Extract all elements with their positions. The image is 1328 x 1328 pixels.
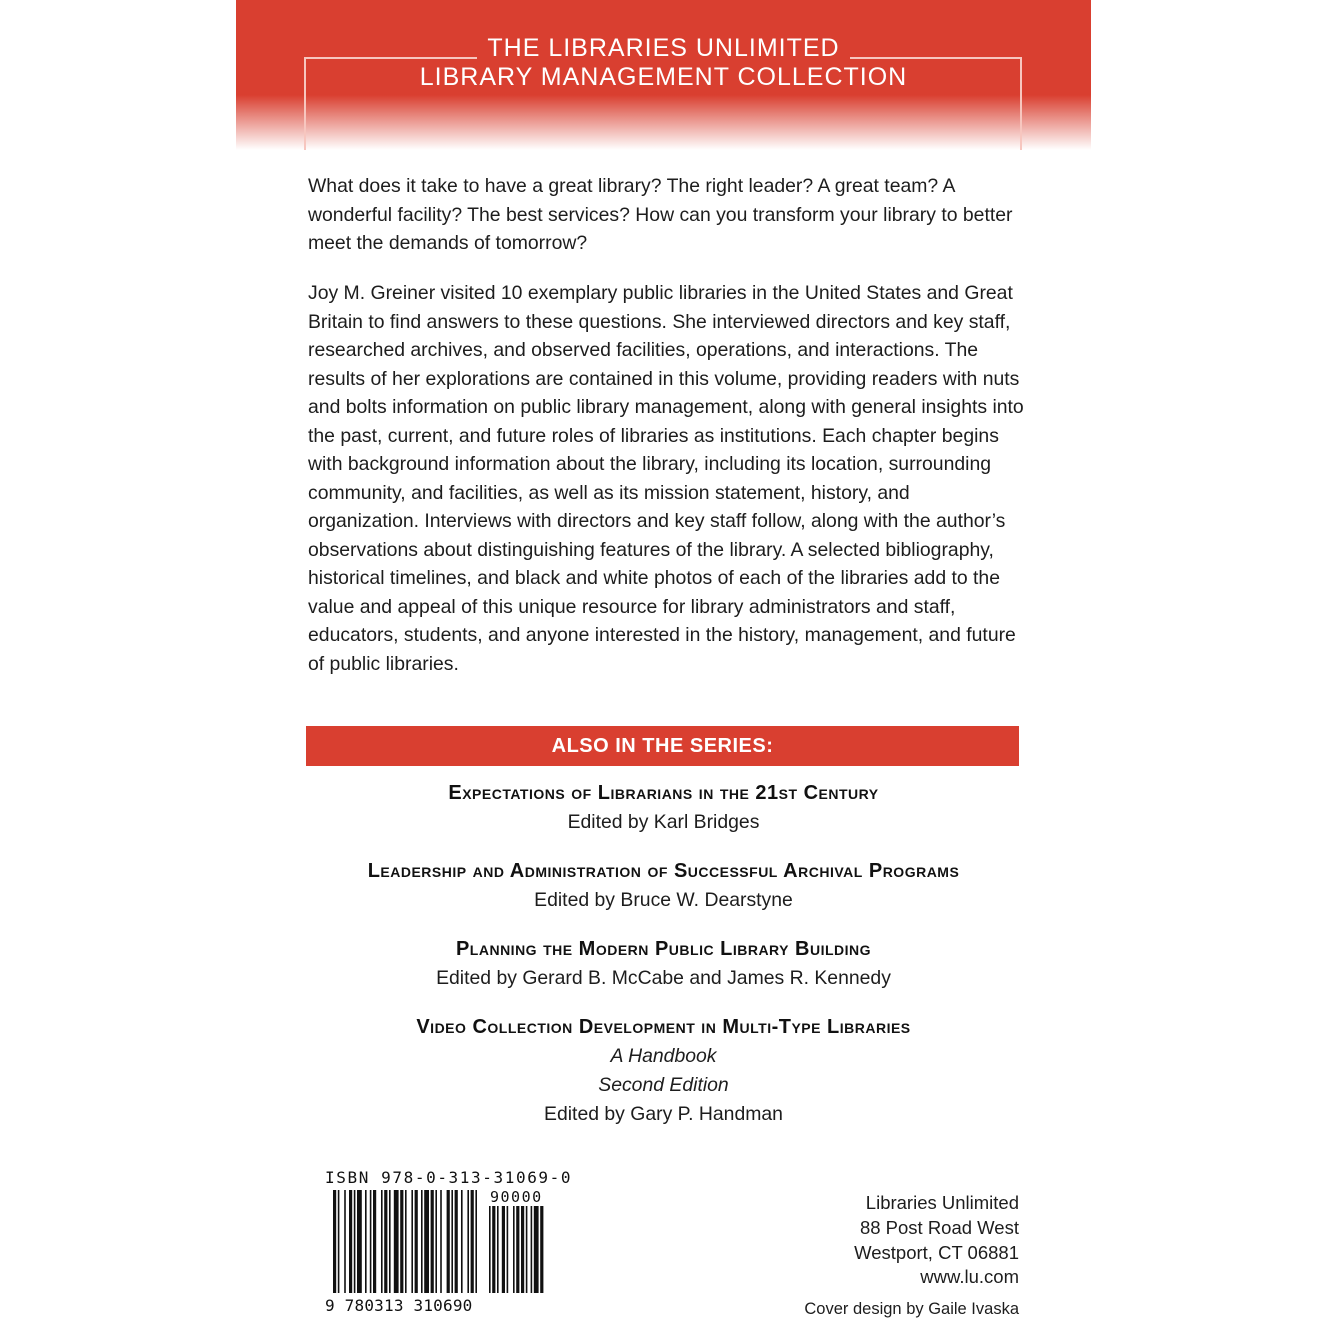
barcode-bar (357, 1190, 362, 1293)
barcode-bar (389, 1190, 391, 1293)
price-code: 90000 (490, 1188, 543, 1206)
barcode-bar (384, 1190, 387, 1293)
book-subtitle: A Handbook (610, 1045, 717, 1067)
barcode-bar (440, 1190, 442, 1293)
series-book-1 (256, 779, 1071, 837)
barcode-bar (471, 1190, 474, 1293)
back-cover (236, 0, 1091, 1328)
series-title-line-2-text: LIBRARY MANAGEMENT COLLECTION (410, 63, 917, 91)
barcode-bar (531, 1206, 533, 1293)
publisher-name: Libraries Unlimited (865, 1192, 1019, 1213)
barcode-bar (338, 1190, 340, 1293)
barcode-bar (370, 1190, 372, 1293)
barcode-bar (431, 1190, 434, 1293)
barcode-bar (461, 1190, 463, 1293)
series-title-line-1 (236, 34, 1091, 63)
barcode-bar (365, 1190, 367, 1293)
barcode-bar (467, 1190, 469, 1293)
series-title-line-1-text: THE LIBRARIES UNLIMITED (477, 34, 849, 62)
book-editor: Edited by Bruce W. Dearstyne (534, 889, 793, 911)
barcode-bar (521, 1206, 524, 1293)
series-book-3 (256, 935, 1071, 993)
barcode-bar (400, 1190, 403, 1293)
blurb-paragraph-1: What does it take to have a great library? The right leader? A great team? A wonderful facility? The best services? How can you transform your library to better meet the demands of tomorrow? (308, 175, 1013, 254)
barcode-bar (415, 1190, 418, 1293)
barcode-bar (497, 1206, 499, 1293)
barcode-bar (344, 1190, 346, 1293)
isbn-text: ISBN 978-0-313-31069-0 (325, 1168, 573, 1187)
barcode-bar (405, 1190, 407, 1293)
blurb-paragraph-2: Joy M. Greiner visited 10 exemplary public libraries in the United States and Great Britain to find answers to these questions. She interviewed directors and key staff, researched archives, and observed facilities, operations, and interactions. The results of her explorations are contained in this volume, providing readers with nuts and bolts information on public library management, along with general insights into the past, current, and future roles of libraries as institutions. Each chapter begins with background information about the library, including its location, surrounding community, and facilities, as well as its mission statement, history, and organization. Interviews with directors and key staff follow, along with the author’s observations about distinguishing features of the library. A selected bibliography, historical timelines, and black and white photos of each of the libraries add to the value and appeal of this unique resource for library administrators and staff, educators, students, and anyone interested in the history, management, and future of public libraries. (308, 282, 1024, 675)
barcode-bar (540, 1206, 543, 1293)
barcode-bar (435, 1190, 437, 1293)
barcode-bar (475, 1190, 477, 1293)
book-title: Video Collection Development in Multi-Type Libraries (416, 1016, 911, 1038)
barcode-bar (424, 1190, 429, 1293)
barcode-bar (526, 1206, 528, 1293)
barcode-bar (421, 1190, 423, 1293)
publisher-address (854, 1191, 1019, 1290)
barcode-bar (354, 1190, 356, 1293)
publisher-city: Westport, CT 06881 (854, 1241, 1019, 1263)
barcode-bar (534, 1206, 539, 1293)
book-editor: Edited by Gary P. Handman (544, 1103, 783, 1125)
barcode-bar (489, 1206, 491, 1293)
cover-design-credit: Cover design by Gaile Ivaska (804, 1300, 1019, 1318)
publisher-street: 88 Post Road West (859, 1216, 1019, 1238)
book-edition: Second Edition (598, 1074, 729, 1096)
isbn-barcode (325, 1168, 575, 1318)
barcode-bar (492, 1206, 495, 1293)
barcode-bar (333, 1190, 336, 1293)
barcode-bar (447, 1190, 450, 1293)
series-book-4 (256, 1013, 1071, 1129)
series-book-2 (256, 857, 1071, 915)
barcode-bar (513, 1206, 515, 1293)
barcode-bar (349, 1190, 352, 1293)
book-title: Expectations of Librarians in the 21st Century (448, 782, 879, 804)
barcode-bar (381, 1190, 383, 1293)
barcode-bar (373, 1190, 376, 1293)
ean-digits: 9 780313 310690 (325, 1296, 473, 1315)
book-title: Planning the Modern Public Library Building (455, 938, 872, 960)
book-editor: Edited by Gerard B. McCabe and James R. Kennedy (436, 967, 891, 989)
barcode-bar (411, 1190, 413, 1293)
also-in-series-heading: ALSO IN THE SERIES: (306, 726, 1019, 766)
publisher-website: www.lu.com (920, 1266, 1019, 1288)
barcode-bar (455, 1190, 458, 1293)
series-title-line-2 (236, 63, 1091, 92)
barcode-bar (516, 1206, 519, 1293)
barcode-bar (502, 1206, 505, 1293)
book-title: Leadership and Administration of Successful Archival Programs (367, 860, 960, 882)
barcode-bar (507, 1206, 509, 1293)
book-editor: Edited by Karl Bridges (567, 811, 760, 833)
barcode-bar (451, 1190, 453, 1293)
barcode-bar (394, 1190, 399, 1293)
